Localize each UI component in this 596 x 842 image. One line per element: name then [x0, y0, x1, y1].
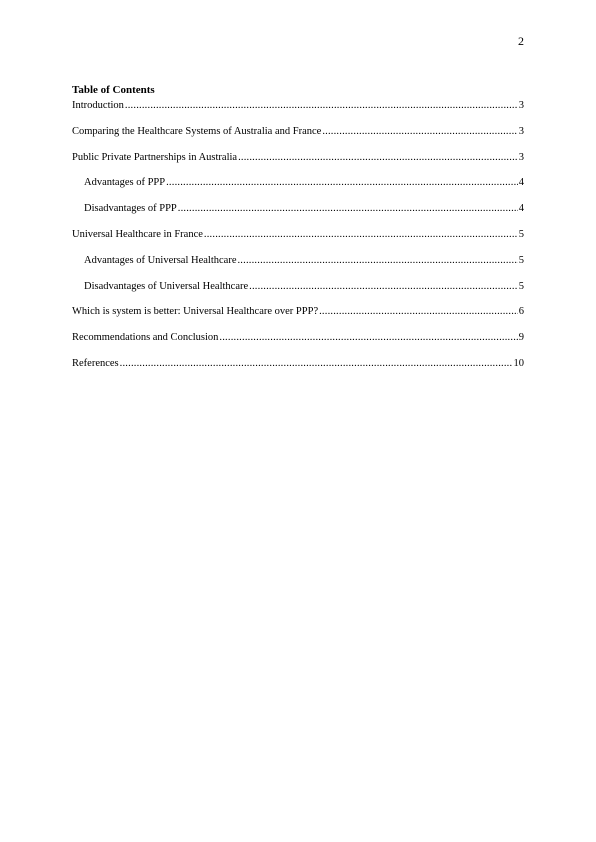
- toc-entry-page: 3: [518, 100, 524, 111]
- toc-entry-page: 5: [518, 228, 524, 240]
- toc-entry-advantages-ppp[interactable]: [72, 176, 524, 189]
- toc-entry-disadvantages-ppp[interactable]: [72, 202, 524, 215]
- toc-entry-ppp-australia[interactable]: [72, 151, 524, 164]
- toc-entry-page: 6: [518, 306, 524, 318]
- toc-list: [72, 99, 524, 370]
- dot-leader: [322, 125, 517, 138]
- toc-entry-label: Introduction: [72, 100, 124, 111]
- dot-leader: [204, 228, 518, 241]
- toc-entry-comparing-healthcare-systems[interactable]: [72, 125, 524, 138]
- toc-entry-universal-healthcare-france[interactable]: [72, 228, 524, 241]
- toc-entry-label: Recommendations and Conclusion: [72, 332, 219, 344]
- toc-entry-page: 5: [518, 280, 524, 292]
- toc-entry-page: 4: [518, 203, 524, 215]
- dot-leader: [120, 357, 513, 370]
- toc-entry-page: 5: [518, 254, 524, 266]
- toc-entry-label: Which is system is better: Universal Healthcare over PPP?: [72, 306, 319, 318]
- dot-leader: [249, 280, 518, 293]
- toc-entry-page: 9: [518, 332, 524, 344]
- toc-entry-label: References: [72, 357, 119, 369]
- dot-leader: [319, 305, 518, 318]
- toc-entry-label: Disadvantages of Universal Healthcare: [84, 280, 249, 292]
- dot-leader: [238, 151, 518, 164]
- dot-leader: [237, 254, 517, 267]
- dot-leader: [125, 99, 518, 112]
- toc-entry-references[interactable]: [72, 357, 524, 370]
- toc-entry-advantages-universal-healthcare[interactable]: [72, 254, 524, 267]
- toc-title: Table of Contents: [72, 84, 155, 96]
- toc-entry-page: 3: [518, 151, 524, 163]
- toc-entry-page: 4: [518, 177, 524, 189]
- toc-entry-label: Advantages of PPP: [84, 177, 166, 189]
- toc-entry-label: Advantages of Universal Healthcare: [84, 254, 237, 266]
- toc-entry-label: Universal Healthcare in France: [72, 228, 203, 240]
- dot-leader: [219, 331, 517, 344]
- toc-entry-label: Comparing the Healthcare Systems of Australia and France: [72, 125, 322, 137]
- table-of-contents: [72, 84, 524, 383]
- page-number: 2: [518, 34, 524, 48]
- toc-entry-introduction[interactable]: [72, 99, 524, 112]
- toc-entry-recommendations-conclusion[interactable]: [72, 331, 524, 344]
- toc-entry-page: 3: [518, 125, 524, 137]
- toc-entry-label: Public Private Partnerships in Australia: [72, 151, 238, 163]
- toc-entry-page: 10: [513, 357, 524, 369]
- toc-entry-which-system-better[interactable]: [72, 305, 524, 318]
- dot-leader: [166, 176, 518, 189]
- toc-entry-label: Disadvantages of PPP: [84, 203, 177, 215]
- toc-entry-disadvantages-universal-healthcare[interactable]: [72, 280, 524, 293]
- dot-leader: [178, 202, 518, 215]
